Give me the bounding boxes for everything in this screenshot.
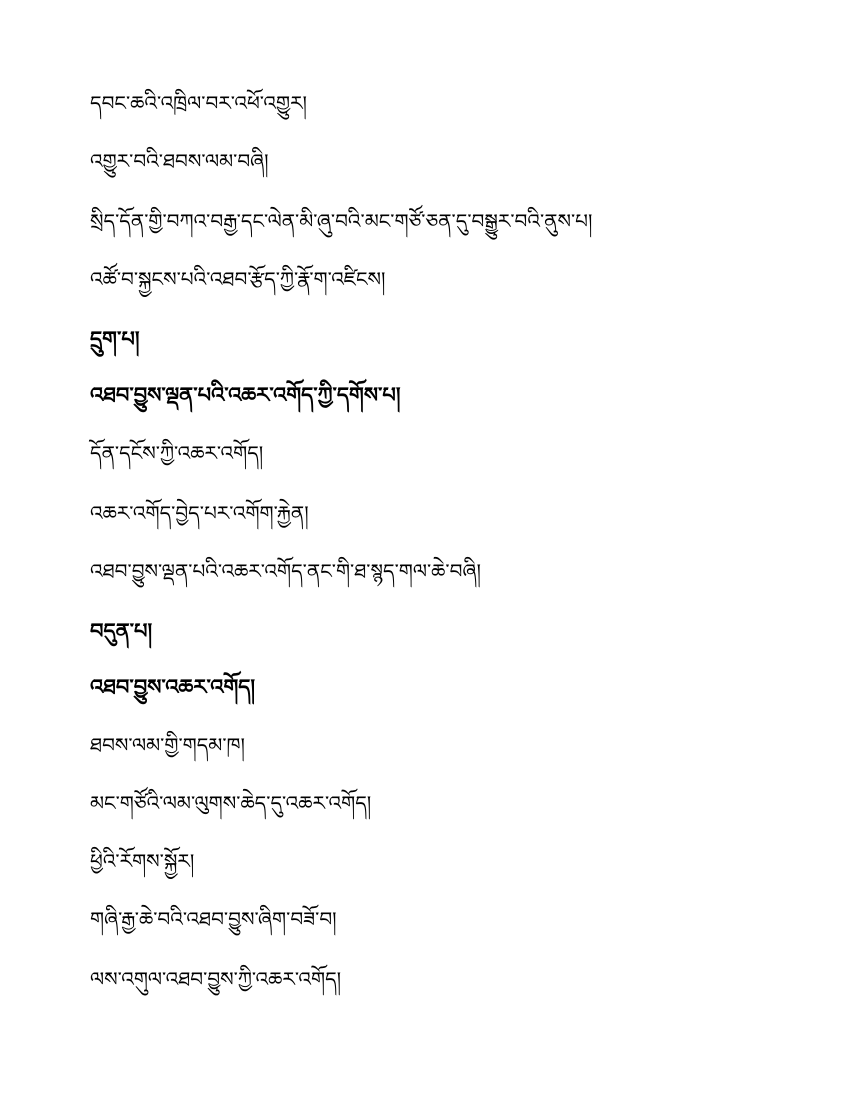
section-heading-7: བདུན་པ། xyxy=(90,619,153,643)
section-heading-6: དྲུག་པ། xyxy=(90,327,140,351)
text-line-2: འགྱུར་བའི་ཐབས་ལམ་བཞི། xyxy=(90,149,269,173)
section-title-6: འཐབ་བྱུས་ལྡན་པའི་འཆར་འགོད་ཀྱི་དགོས་པ། xyxy=(90,383,401,407)
text-line-14: ཕྱིའི་རོགས་སྐྱོར། xyxy=(90,849,195,873)
text-line-12: ཐབས་ལམ་གྱི་གདམ་ཁ། xyxy=(90,733,245,757)
text-line-8: འཆར་འགོད་བྱེད་པར་འགོག་རྐྱེན། xyxy=(90,501,309,525)
text-line-16: ལས་འགུལ་འཐབ་བྱུས་ཀྱི་འཆར་འགོད། xyxy=(90,967,342,991)
text-line-9: འཐབ་བྱུས་ལྡན་པའི་འཆར་འགོད་ནང་གི་ཐ་སྙད་གལ་ཆེ་བཞི། xyxy=(90,559,481,583)
text-line-4: འཚོ་བ་སྐྱངས་པའི་འཐབ་རྩོད་ཀྱི་རྣོ་ག་འཛིངས། xyxy=(90,267,386,291)
text-line-1: དབང་ཆའི་འཁྲིལ་བར་འཕོ་འགྱུར། xyxy=(90,91,307,115)
text-line-15: གཞི་རྒྱ་ཆེ་བའི་འཐབ་བྱུས་ཞིག་བཟོ་བ། xyxy=(90,907,337,931)
text-line-13: མང་གཙོའི་ལམ་ལུགས་ཆེད་དུ་འཆར་འགོད། xyxy=(90,791,372,815)
text-line-3: སྲིད་དོན་གྱི་བཀའ་བརྒྱ་དང་ལེན་མི་ཞུ་བའི་མང་གཙོ་ཅན་དུ་བསྒྱུར་བའི་ནུས་པ། xyxy=(90,209,593,233)
text-line-7: དོན་དངོས་ཀྱི་འཆར་འགོད། xyxy=(90,441,264,465)
section-title-7: འཐབ་བྱུས་འཆར་འགོད། xyxy=(90,675,256,699)
